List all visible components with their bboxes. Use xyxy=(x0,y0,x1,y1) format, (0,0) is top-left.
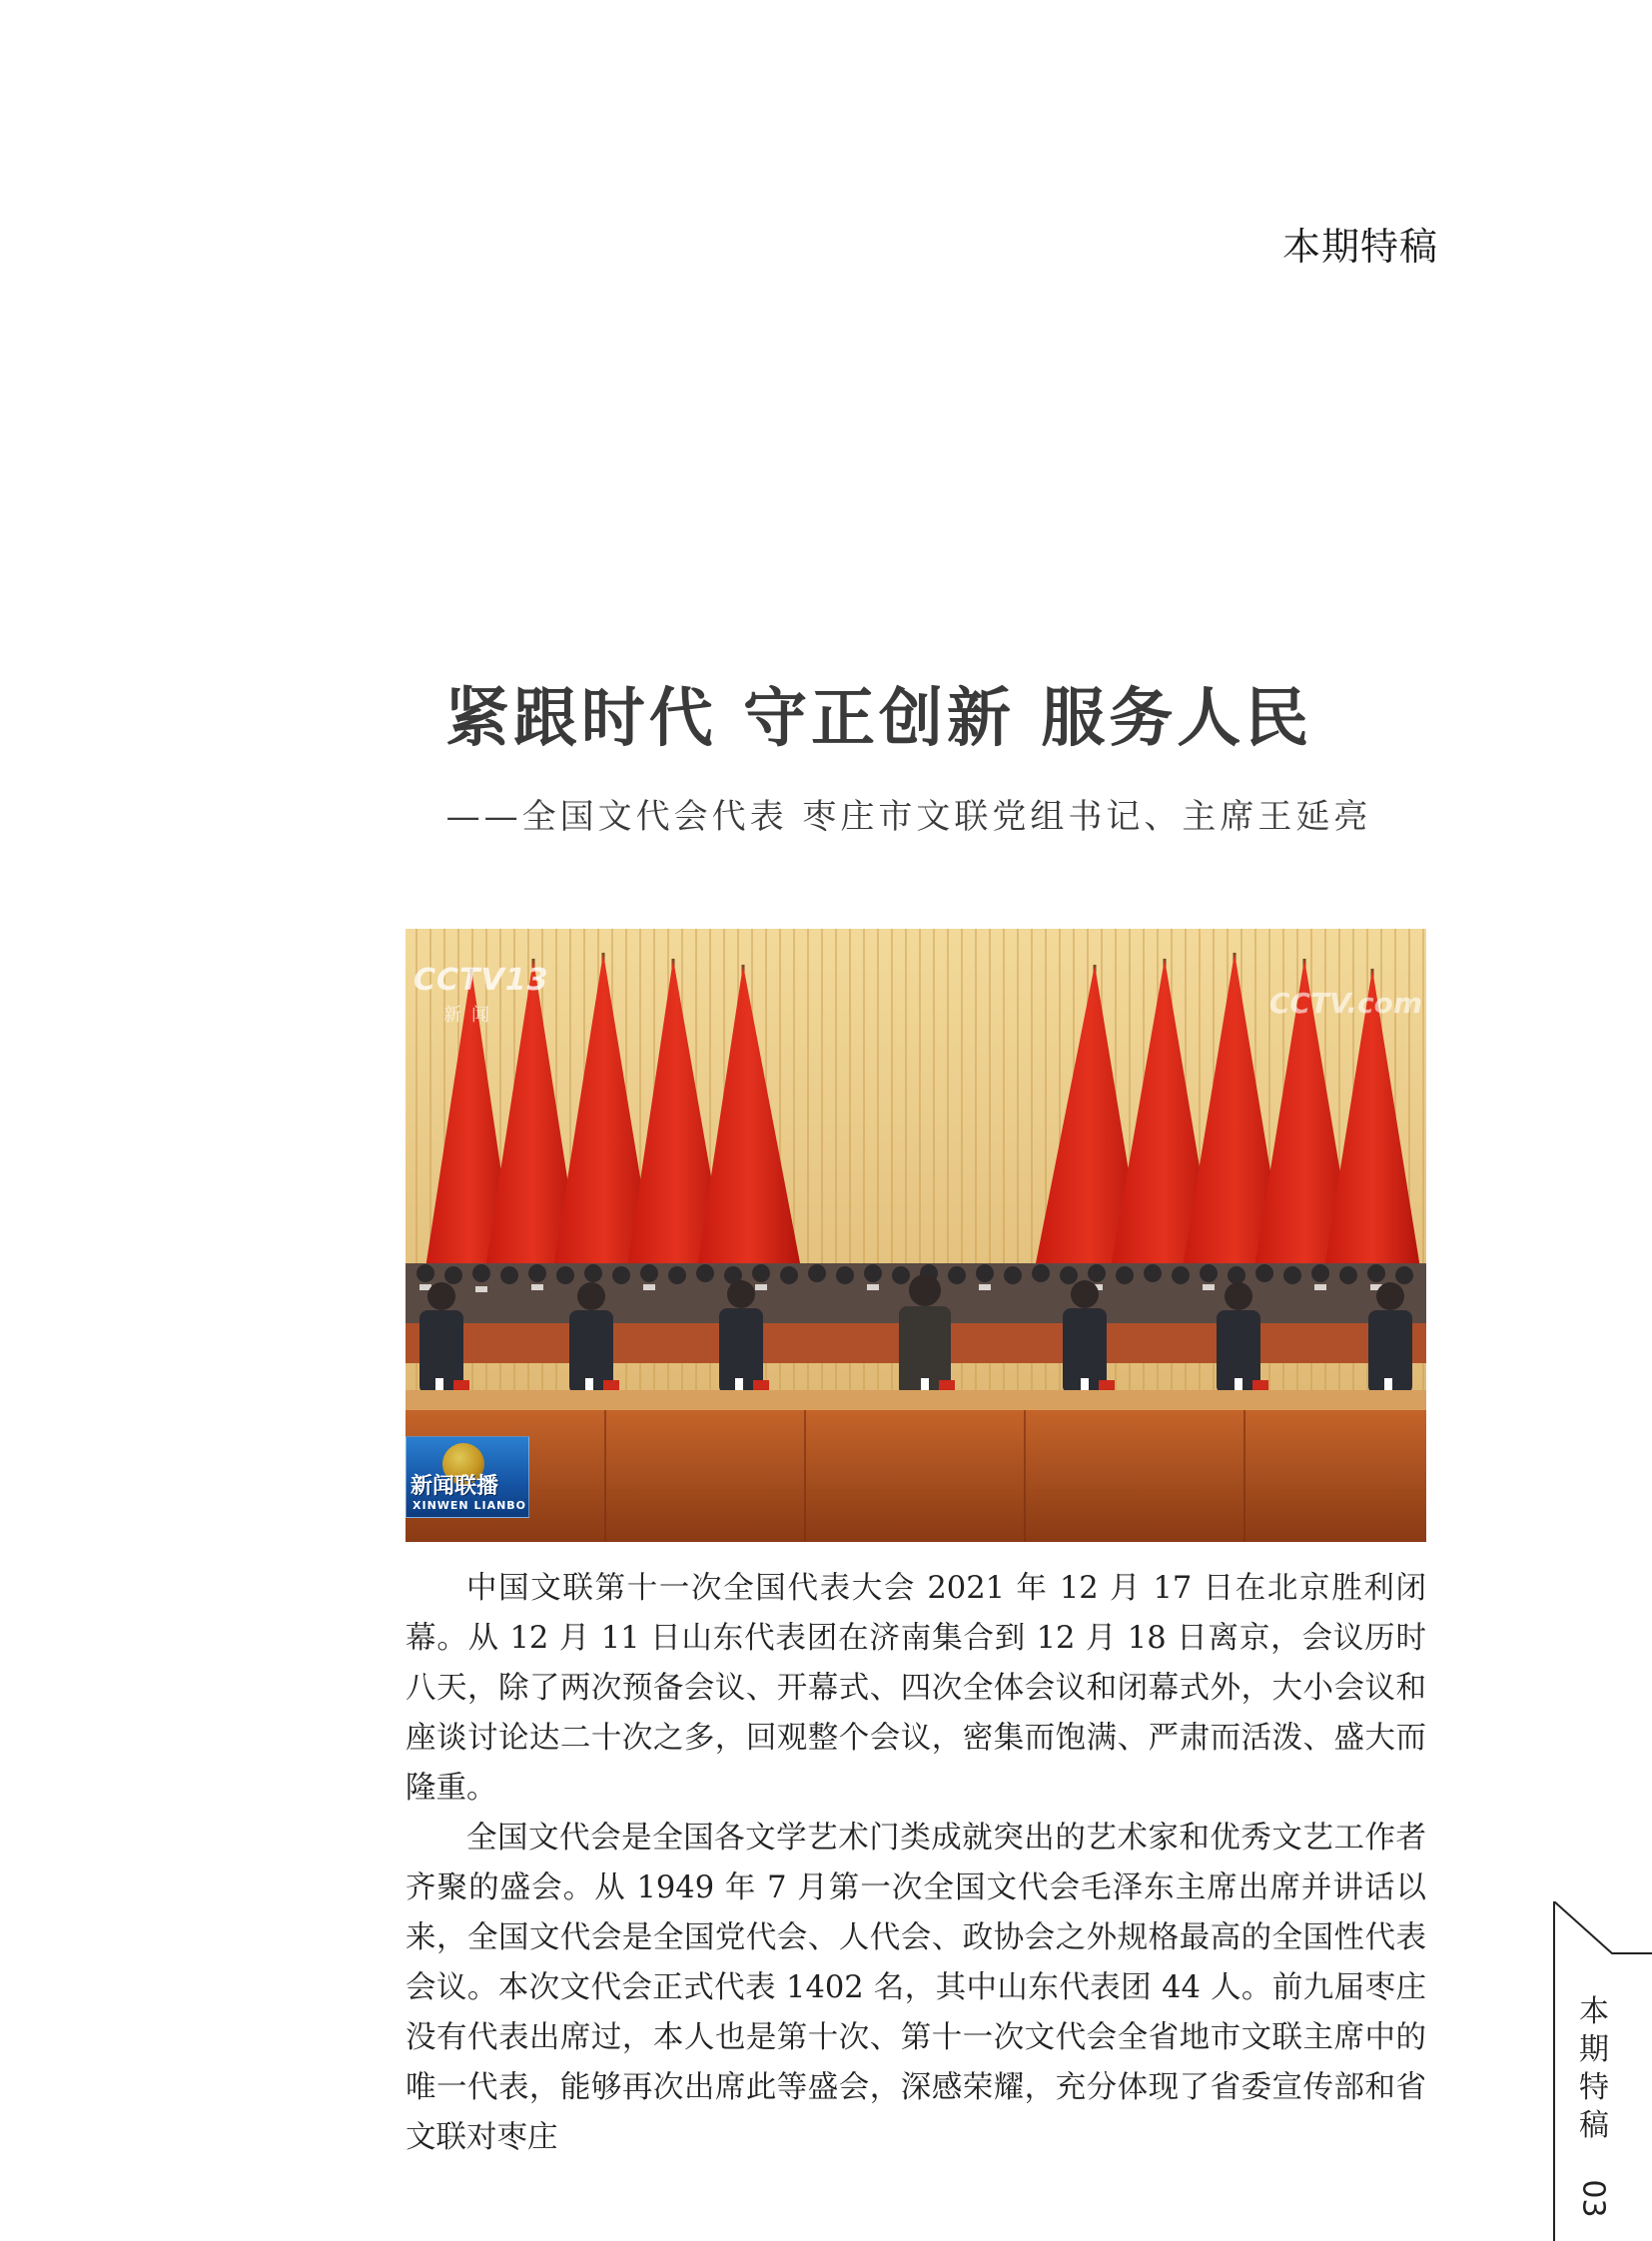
side-tab-label: 本期特稿 xyxy=(1579,1994,1609,2143)
article-subtitle: ——全国文代会代表 枣庄市文联党组书记、主席王延亮 xyxy=(445,797,1372,837)
conference-scene xyxy=(406,929,1426,1542)
news-logo-en: XINWEN LIANBO xyxy=(413,1499,527,1512)
conference-photo xyxy=(406,929,1426,1542)
article-body xyxy=(406,1564,1426,2163)
xinwen-lianbo-logo xyxy=(406,1436,529,1518)
page-number: 03 xyxy=(1575,2179,1611,2218)
paragraph: 中国文联第十一次全国代表大会 2021 年 12 月 17 日在北京胜利闭幕。从 12 月 11 日山东代表团在济南集合到 12 月 18 日离京，会议历时八天，除了两次预备会议、开幕式、四次全体会议和闭幕式外，大小会议和座谈讨论达二十次之多，回观整个会议，密集而饱满、严肃而活泼、盛大而隆重。 xyxy=(406,1571,1426,1806)
cctv-watermark: CCTV13 xyxy=(413,963,549,998)
article-title: 紧跟时代 守正创新 服务人民 xyxy=(444,681,1313,756)
cctv-watermark-sub: 新闻 xyxy=(443,1005,499,1026)
section-header: 本期特稿 xyxy=(1281,225,1438,269)
cctv-com-watermark: CCTV.com xyxy=(1268,987,1422,1020)
paragraph: 全国文代会是全国各文学艺术门类成就突出的艺术家和优秀文艺工作者齐聚的盛会。从 1949 年 7 月第一次全国文代会毛泽东主席出席并讲话以来，全国文代会是全国党代会、人代会、政协会之外规格最高的全国性代表会议。本次文代会正式代表 1402 名，其中山东代表团 44 人。前九届枣庄没有代表出席过，本人也是第十次、第十一次文代会全省地市文联主席中的唯一代表，能够再次出席此等盛会，深感荣耀，充分体现了省委宣传部和省文联对枣庄 xyxy=(406,1821,1426,2155)
news-logo-cn: 新闻联播 xyxy=(411,1474,499,1499)
